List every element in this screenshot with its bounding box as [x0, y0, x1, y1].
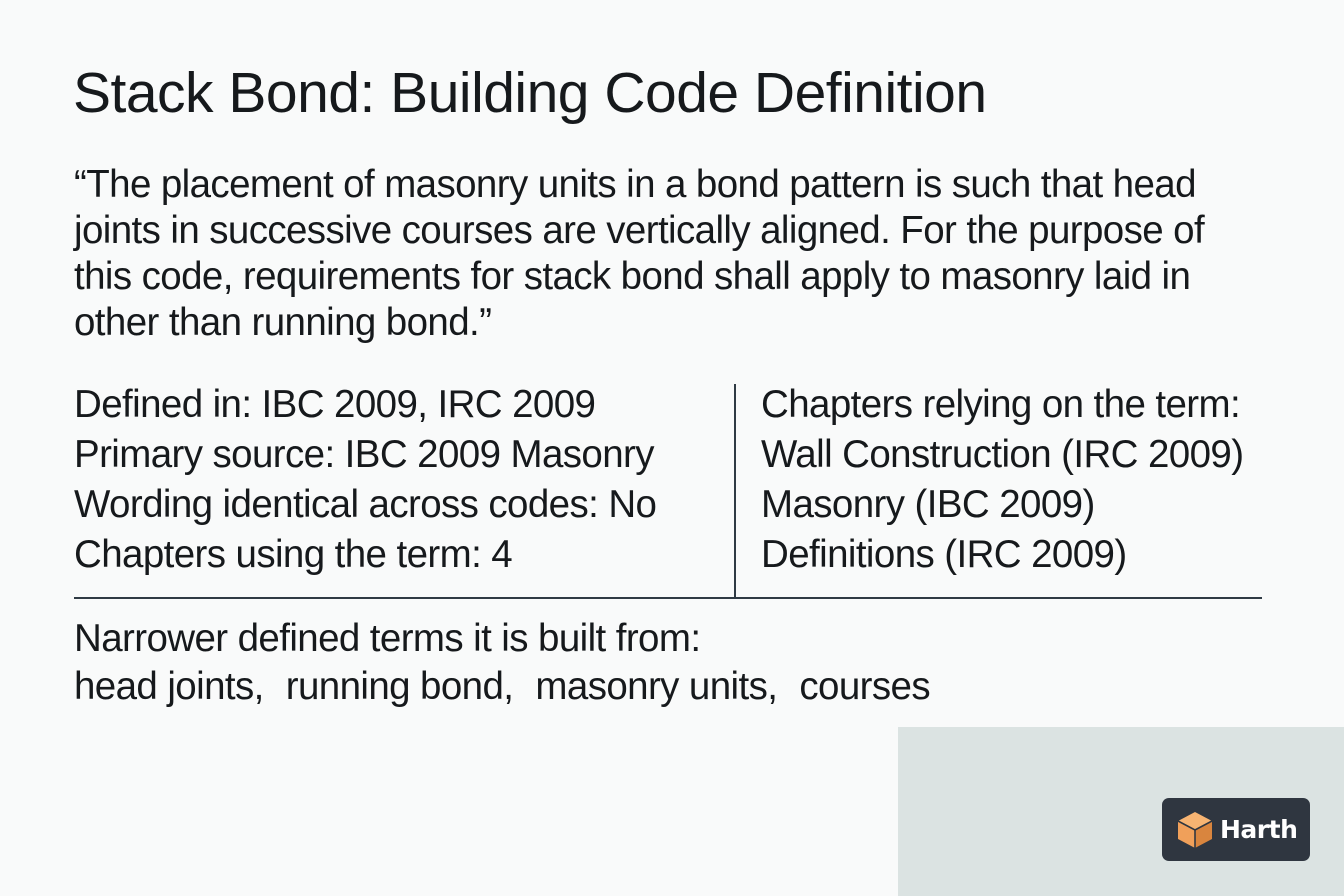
- term-item: courses: [799, 665, 930, 708]
- cube-icon: [1176, 810, 1214, 850]
- chapters-heading: Chapters relying on the term:: [761, 383, 1241, 426]
- brand-logo: [1162, 798, 1310, 861]
- term-item: running bond,: [285, 665, 514, 708]
- narrower-terms-section: [74, 615, 1074, 711]
- vertical-divider: [734, 384, 736, 597]
- term-item: head joints,: [74, 665, 264, 708]
- chapters-list: [761, 430, 1321, 580]
- page-title: Stack Bond: Building Code Definition: [73, 61, 987, 125]
- facts-list: [74, 380, 724, 580]
- horizontal-divider: [74, 597, 1262, 599]
- chapter-item: Definitions (IRC 2009): [761, 533, 1127, 576]
- definition-quote: “The placement of masonry units in a bond pattern is such that head joints in successive courses are vertically aligned. For the purpose of this code, requirements for stack bond shall apply to masonry laid in other than running bond.”: [74, 163, 1205, 344]
- narrower-terms-heading: Narrower defined terms it is built from:: [74, 617, 701, 660]
- chapter-item: Masonry (IBC 2009): [761, 483, 1095, 526]
- fact-wording-identical: Wording identical across codes: No: [74, 483, 657, 526]
- term-item: masonry units,: [535, 665, 778, 708]
- brand-name: Harth: [1220, 815, 1298, 844]
- fact-primary-source: Primary source: IBC 2009 Masonry: [74, 433, 654, 476]
- narrower-terms-list: [74, 663, 1074, 711]
- chapter-item: Wall Construction (IRC 2009): [761, 433, 1244, 476]
- fact-defined-in: Defined in: IBC 2009, IRC 2009: [74, 383, 596, 426]
- chapters-section: [761, 380, 1321, 580]
- fact-chapter-count: Chapters using the term: 4: [74, 533, 513, 576]
